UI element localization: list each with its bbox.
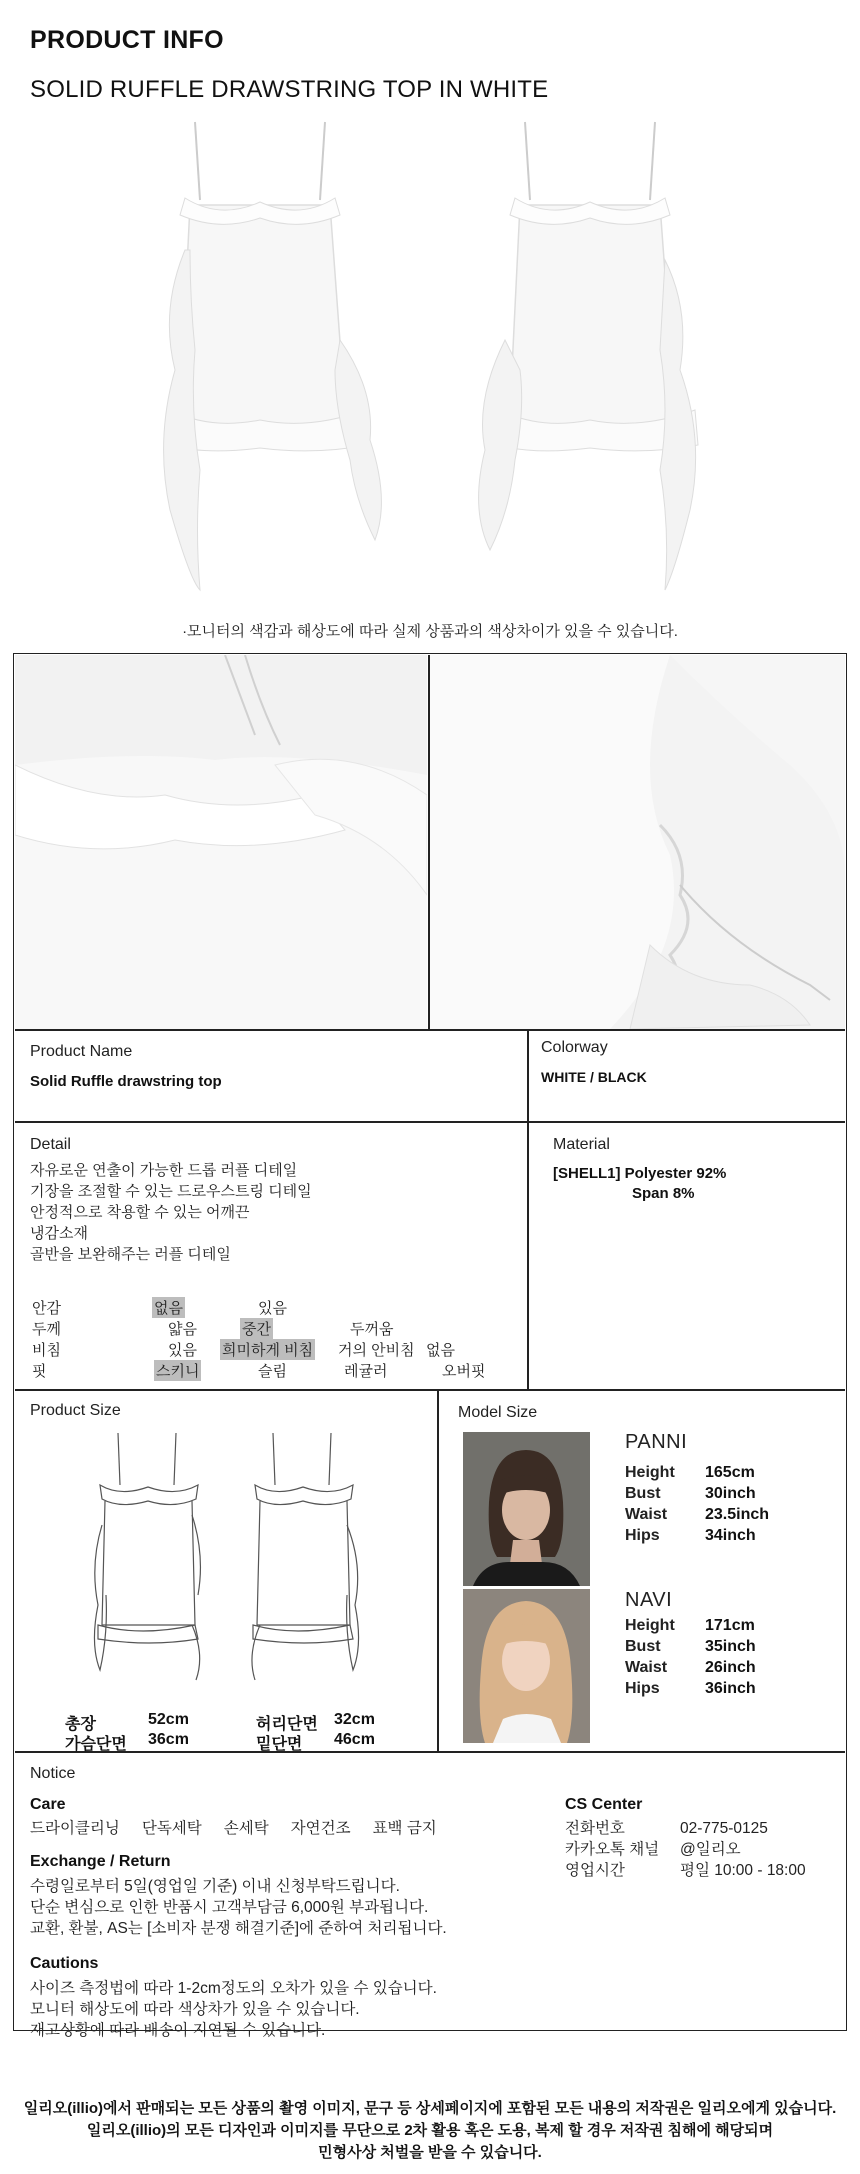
- care-item: 표백 금지: [372, 1820, 437, 1837]
- detail-photo-ruffle: [15, 655, 427, 1029]
- model-size-label: Model Size: [458, 1404, 538, 1421]
- grid-line: [15, 1389, 845, 1391]
- material-line: [SHELL1] Polyester 92%: [553, 1165, 727, 1182]
- copyright-line: 민형사상 처벌을 받을 수 있습니다.: [318, 2144, 542, 2161]
- cs-label: 영업시간: [565, 1862, 625, 1879]
- attr-option: 없음: [426, 1342, 455, 1359]
- stat-value: 34inch: [705, 1527, 756, 1544]
- model-name: NAVI: [625, 1589, 673, 1611]
- model-stats: [625, 1464, 769, 1548]
- caution-line: 모니터 해상도에 따라 색상차가 있을 수 있습니다.: [30, 2001, 360, 2018]
- cs-kakao: @일리오: [680, 1841, 741, 1858]
- cautions-title: Cautions: [30, 1955, 99, 1972]
- stat-value: 23.5inch: [705, 1506, 770, 1523]
- exchange-title: Exchange / Return: [30, 1853, 171, 1870]
- size-item-value: 52cm: [148, 1711, 189, 1728]
- attr-option: 있음: [258, 1300, 287, 1317]
- product-photos: [130, 110, 730, 610]
- material-line: Span 8%: [632, 1185, 695, 1202]
- caution-line: 사이즈 측정법에 따라 1-2cm정도의 오차가 있을 수 있습니다.: [30, 1980, 437, 1997]
- attr-option: 두꺼움: [350, 1321, 394, 1338]
- stat-value: 36inch: [705, 1680, 756, 1697]
- size-item-value: 46cm: [334, 1731, 375, 1748]
- stat-value: 30inch: [705, 1485, 756, 1502]
- product-name-label: Product Name: [30, 1043, 133, 1060]
- caution-line: 재고상황에 따라 배송이 지연될 수 있습니다.: [30, 2022, 326, 2039]
- attr-option: 레귤러: [344, 1363, 388, 1380]
- product-size-label: Product Size: [30, 1402, 121, 1419]
- attr-name: 비침: [32, 1342, 61, 1359]
- notice-label: Notice: [30, 1765, 76, 1782]
- cs-center-title: CS Center: [565, 1796, 643, 1813]
- cs-label: 카카오톡 채널: [565, 1841, 660, 1858]
- detail-photo-drawstring: [430, 655, 845, 1029]
- detail-line: 기장을 조절할 수 있는 드로우스트링 디테일: [30, 1183, 312, 1200]
- attr-option-selected: 스키니: [154, 1360, 201, 1381]
- cautions-list: [30, 1978, 437, 2041]
- size-item-name: 가슴단면: [65, 1736, 127, 1753]
- attr-name: 안감: [32, 1300, 61, 1317]
- stat-value: 171cm: [705, 1617, 755, 1634]
- stat-value: 165cm: [705, 1464, 755, 1481]
- detail-line: 냉감소재: [30, 1225, 88, 1242]
- care-item: 단독세탁: [141, 1820, 202, 1837]
- care-item: 자연건조: [290, 1820, 351, 1837]
- detail-line: 안정적으로 착용할 수 있는 어깨끈: [30, 1204, 250, 1221]
- size-item-value: 36cm: [148, 1731, 189, 1748]
- model-name: PANNI: [625, 1431, 688, 1453]
- monitor-color-note: ·모니터의 색감과 해상도에 따라 실제 상품과의 색상차이가 있을 수 있습니다.: [182, 623, 678, 640]
- material-label: Material: [553, 1136, 610, 1153]
- colorway-label: Colorway: [541, 1039, 608, 1056]
- attr-option: 오버핏: [442, 1363, 486, 1380]
- attr-option: 있음: [168, 1342, 197, 1359]
- attr-option-selected: 희미하게 비침: [220, 1339, 315, 1360]
- grid-line: [15, 1121, 845, 1123]
- care-item: 드라이클리닝: [30, 1820, 120, 1837]
- model-photo-navi: [463, 1589, 590, 1743]
- stat-label: Waist: [625, 1659, 668, 1676]
- product-name-value: Solid Ruffle drawstring top: [30, 1073, 222, 1090]
- sketch-front: [94, 1433, 200, 1680]
- stat-value: 35inch: [705, 1638, 756, 1655]
- attr-option: 거의 안비침: [338, 1342, 415, 1359]
- attr-option: 슬림: [258, 1363, 287, 1380]
- attr-name: 핏: [32, 1363, 47, 1380]
- detail-label: Detail: [30, 1136, 71, 1153]
- attr-option-selected: 중간: [240, 1318, 273, 1339]
- attr-option-selected: 없음: [152, 1297, 185, 1318]
- copyright-line: 일리오(illio)의 모든 디자인과 이미지를 무단으로 2차 활용 혹은 도용, 복제 할 경우 저작권 침해에 해당되며: [86, 2122, 774, 2139]
- detail-line: 자유로운 연출이 가능한 드롭 러플 디테일: [30, 1162, 298, 1179]
- exchange-list: [30, 1876, 447, 1939]
- stat-label: Bust: [625, 1485, 661, 1502]
- sketch-back: [252, 1433, 359, 1680]
- grid-line: [15, 1029, 845, 1031]
- size-item-name: 총장: [65, 1716, 96, 1733]
- model-stats: [625, 1617, 756, 1701]
- attr-name: 두께: [32, 1321, 61, 1338]
- stat-label: Hips: [625, 1527, 660, 1544]
- stat-value: 26inch: [705, 1659, 756, 1676]
- cs-center-info: [565, 1818, 806, 1881]
- exchange-line: 단순 변심으로 인한 반품시 고객부담금 6,000원 부과됩니다.: [30, 1899, 429, 1916]
- model-photo-panni: [463, 1432, 590, 1586]
- detail-list: [30, 1160, 312, 1265]
- exchange-line: 수령일로부터 5일(영업일 기준) 이내 신청부탁드립니다.: [30, 1878, 400, 1895]
- cs-hours: 평일 10:00 - 18:00: [680, 1862, 806, 1879]
- garment-back-image: [479, 122, 698, 590]
- exchange-line: 교환, 환불, AS는 [소비자 분쟁 해결기준]에 준하여 처리됩니다.: [30, 1920, 447, 1937]
- garment-front-image: [164, 122, 382, 590]
- copyright-notice: [0, 2098, 860, 2164]
- grid-line: [15, 1751, 845, 1753]
- care-list: [30, 1818, 437, 1839]
- care-title: Care: [30, 1796, 66, 1813]
- colorway-value: WHITE / BLACK: [541, 1069, 647, 1085]
- grid-line: [527, 1030, 529, 1390]
- care-item: 손세탁: [223, 1820, 269, 1837]
- cs-phone: 02-775-0125: [680, 1820, 768, 1837]
- grid-line: [437, 1390, 439, 1752]
- stat-label: Height: [625, 1464, 675, 1481]
- stat-label: Height: [625, 1617, 675, 1634]
- attr-option: 얇음: [168, 1321, 197, 1338]
- copyright-line: 일리오(illio)에서 판매되는 모든 상품의 촬영 이미지, 문구 등 상세페이지에 포함된 모든 내용의 저작권은 일리오에게 있습니다.: [23, 2100, 837, 2117]
- detail-line: 골반을 보완해주는 러플 디테일: [30, 1246, 231, 1263]
- stat-label: Waist: [625, 1506, 668, 1523]
- cs-label: 전화번호: [565, 1820, 625, 1837]
- size-item-name: 밑단면: [256, 1736, 303, 1753]
- stat-label: Bust: [625, 1638, 661, 1655]
- stat-label: Hips: [625, 1680, 660, 1697]
- product-line-title: SOLID RUFFLE DRAWSTRING TOP IN WHITE: [30, 76, 549, 103]
- page-title: PRODUCT INFO: [30, 26, 224, 54]
- size-item-value: 32cm: [334, 1711, 375, 1728]
- size-item-name: 허리단면: [256, 1716, 318, 1733]
- size-flat-sketch: [80, 1425, 380, 1695]
